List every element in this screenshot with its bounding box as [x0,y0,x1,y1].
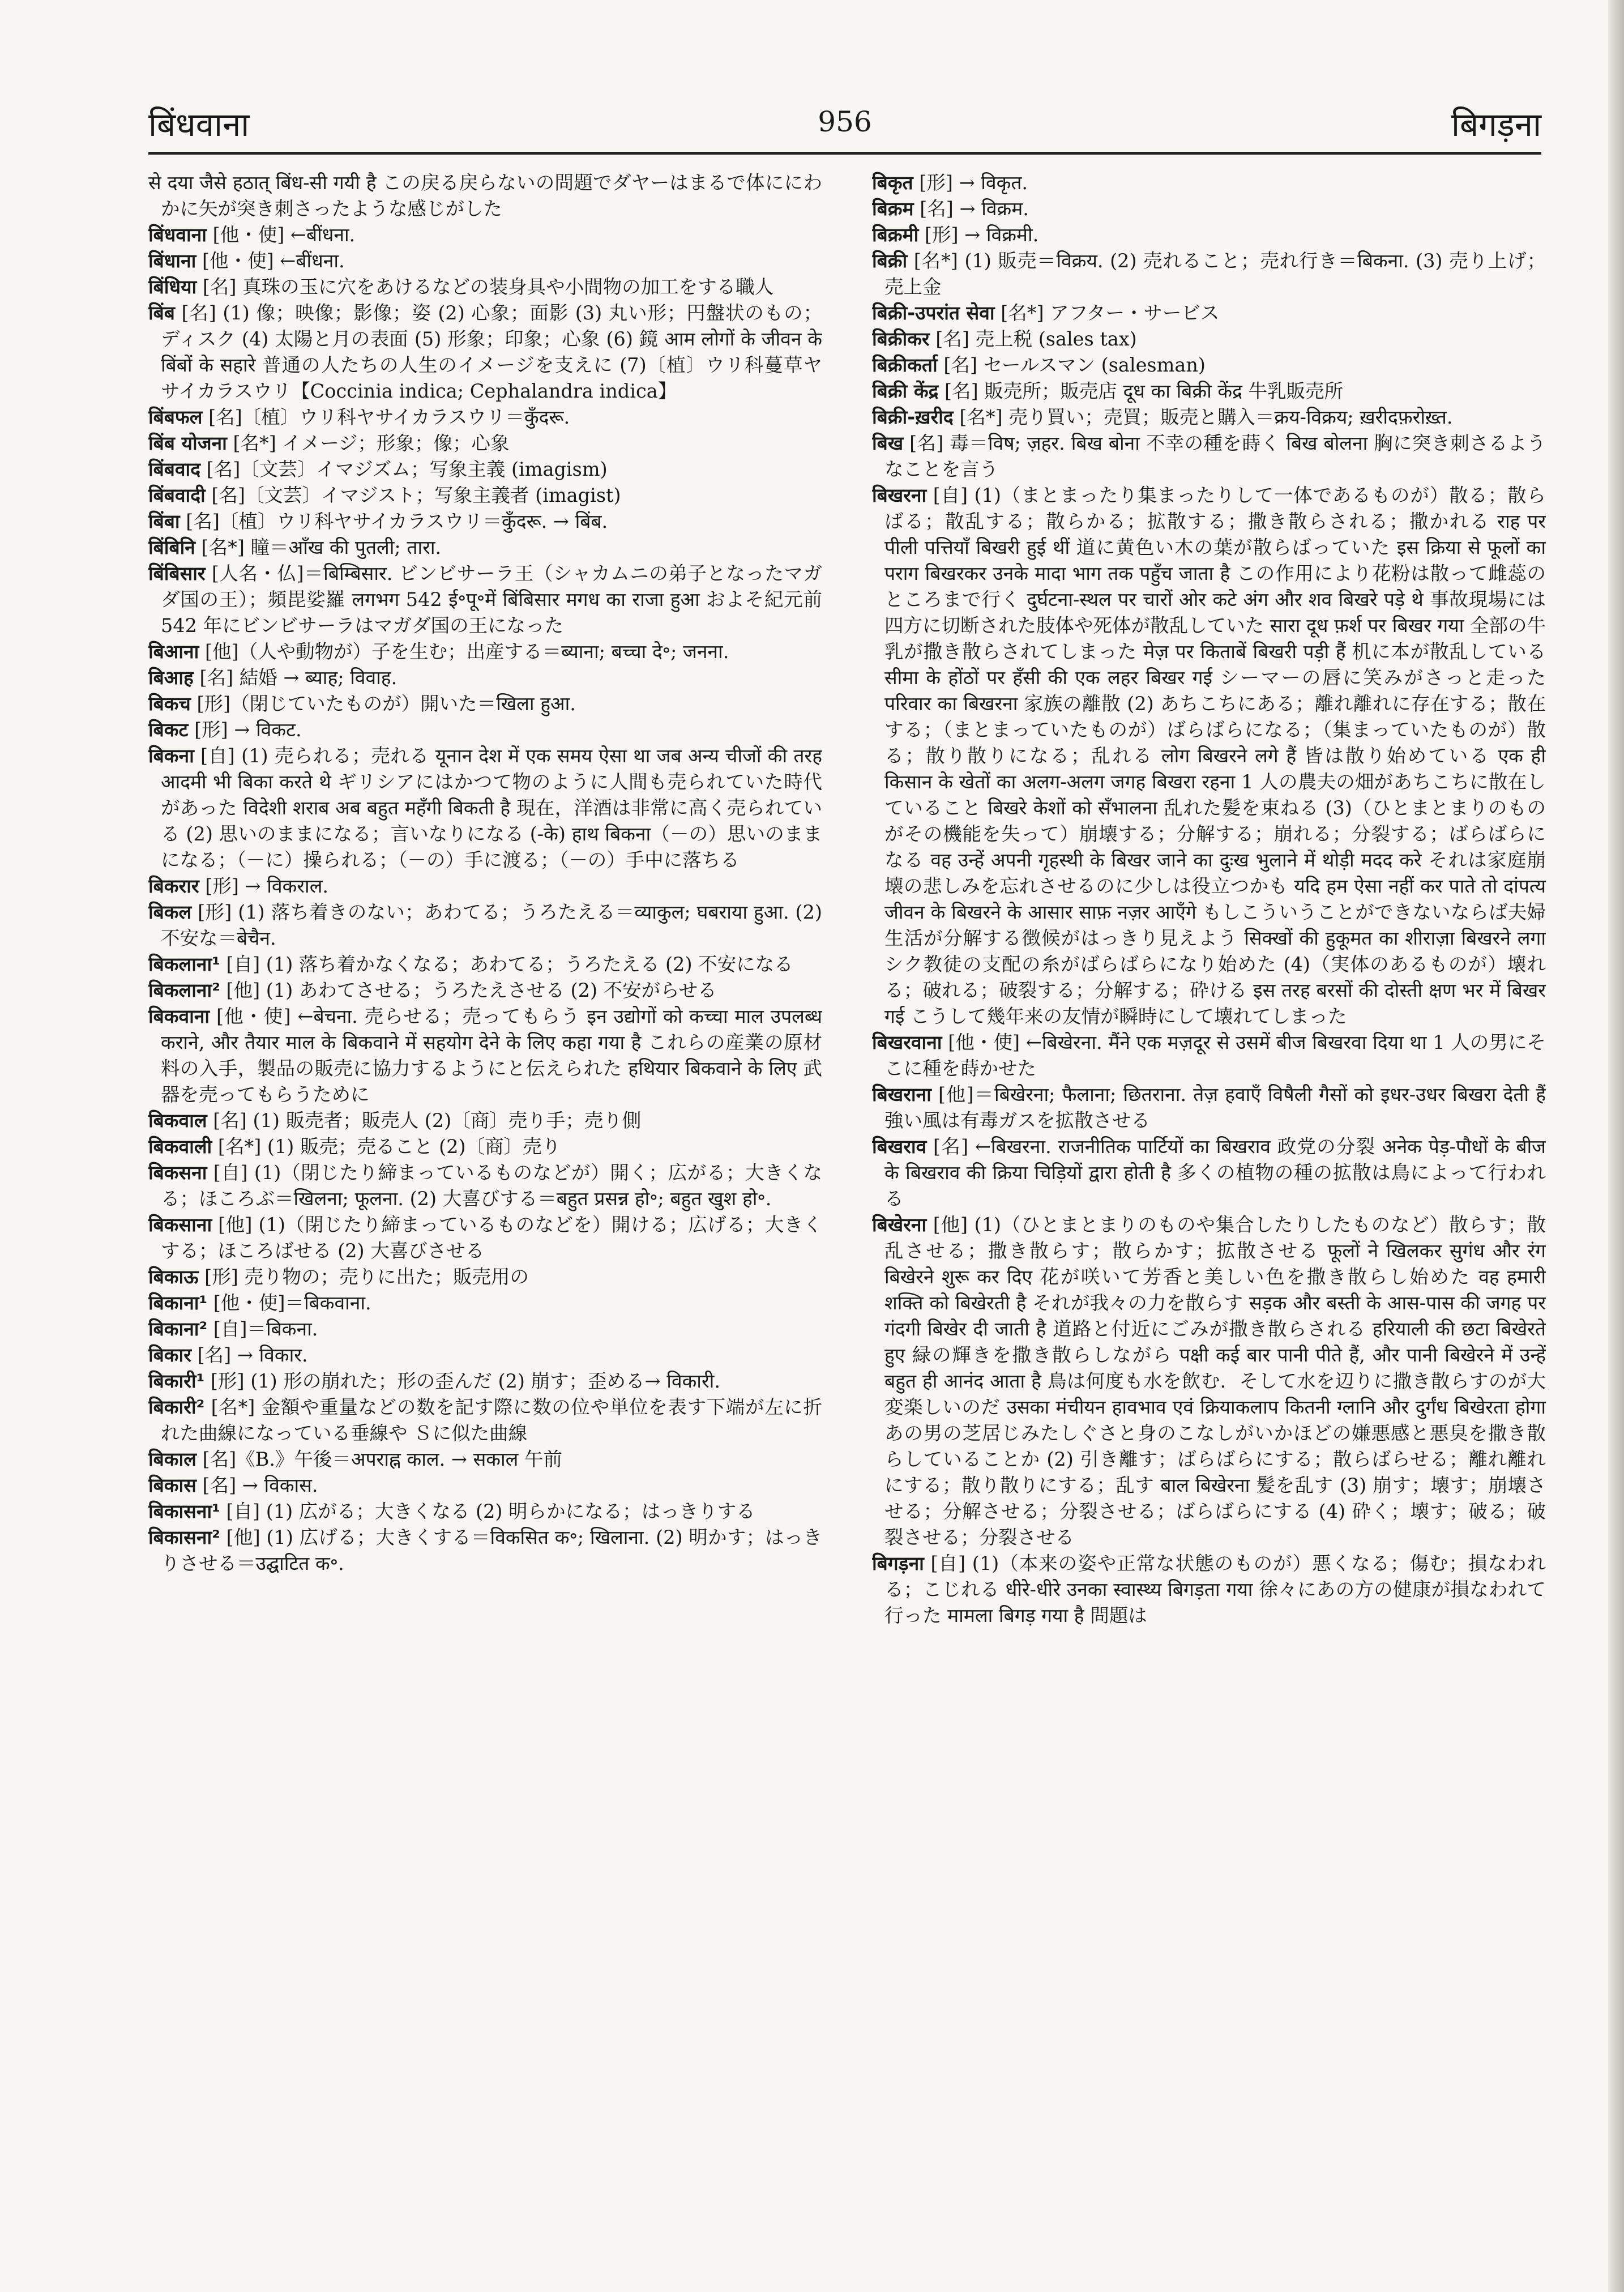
dictionary-entry: बिंधाना [他・使] ←बींधना. [148,250,345,272]
dictionary-entry: बिकारी² [名*] 金額や重量などの数を記す際に数の位や単位を表す下端が左に折れた曲線になっている垂線や Ｓに似た曲線 [148,1396,822,1444]
dictionary-entry: बिआह [名] 結婚 → ब्याह; विवाह. [148,667,398,689]
dictionary-entry: बिकाना² [自]＝बिकना. [148,1318,318,1340]
dictionary-entry: बिक्रीकर [名] 売上税 (sales tax) [872,328,1137,350]
guide-word-left: बिंधवाना [148,105,250,144]
header-rule [148,152,1541,155]
dictionary-entry: बिखराना [他]＝बिखेरना; फैलाना; छितराना. तेज़ हवाएँ विषैली गैसों को इधर-उधर बिखरा देती हैं 強い風は有毒ガスを拡散させる [872,1083,1546,1132]
dictionary-entry: बिक्री-ख़रीद [名*] 売り買い；売買；販売と購入＝क्रय-विक्रय; ख़रीदफ़रोख़्त. [872,406,1453,428]
guide-word-right: बिगड़ना [1451,105,1541,144]
dictionary-entry: बिक्रम [名] → विक्रम. [872,198,1029,220]
dictionary-entry: बिगड़ना [自] (1)（本来の姿や正常な状態のものが）悪くなる；傷む；損なわれる；こじれる धीरे-धीरे उनका स्वास्थ्य बिगड़ता गया 徐々にあの方の健康が損なわれて行った मामला बिगड़ गया है 問題は [872,1552,1546,1627]
dictionary-entry: बिंबवाद [名]〔文芸〕イマジズム；写象主義 (imagism) [148,458,608,480]
dictionary-entry: बिख [名] 毒＝विष; ज़हर. बिख बोना 不幸の種を蒔く बिख बोलना 胸に突き刺さるようなことを言う [872,432,1546,480]
dictionary-entry: बिकलाना² [他] (1) あわてさせる；うろたえさせる (2) 不安がらせる [148,979,717,1001]
dictionary-entry: बिआना [他]（人や動物が）子を生む；出産する＝ब्याना; बच्चा दे॰; जनना. [148,641,729,663]
left-column [148,170,822,2265]
page-binding-edge [1608,0,1624,2292]
dictionary-entry: बिकरार [形] → विकराल. [148,875,329,897]
dictionary-entry: बिखराव [名] ←बिखरना. राजनीतिक पार्टियों का बिखराव 政党の分裂 अनेक पेड़-पौधों के बीज के बिखराव की क्रिया चिड़ियों द्वारा होती है 多くの植物の種の拡散は鳥によって行われる [872,1136,1546,1210]
page-number: 956 [818,105,872,138]
dictionary-entry: बिखरवाना [他・使] ←बिखेरना. मैंने एक मज़दूर से उसमें बीज बिखरवा दिया था 1 人の男にそこに種を蒔かせた [872,1031,1546,1079]
dictionary-entry: बिकास [名] → विकास. [148,1474,318,1496]
dictionary-entry: बिक्रमी [形] → विक्रमी. [872,224,1039,246]
dictionary-entry: बिकसाना [他] (1)（閉じたり締まっているものなどを）開ける；広げる；大きくする；ほころばせる (2) 大喜びさせる [148,1214,822,1262]
dictionary-entry: बिकसना [自] (1)（閉じたり締まっているものなどが）開く；広がる；大きくなる；ほころぶ＝खिलना; फूलना. (2) 大喜びする＝बहुत प्रसन्न हो॰; बहुत खुश हो॰. [148,1162,822,1210]
dictionary-entry: बिक्री [名*] (1) 販売＝विक्रय. (2) 売れること；売れ行き＝बिकना. (3) 売り上げ；売上金 [872,250,1546,298]
dictionary-entry: बिंबिनि [名*] 瞳＝आँख की पुतली; तारा. [148,536,442,558]
dictionary-entry: बिकलाना¹ [自] (1) 落ち着かなくなる；あわてる；うろたえる (2) 不安になる [148,953,793,975]
dictionary-entry: बिंधिया [名] 真珠の玉に穴をあけるなどの装身具や小間物の加工をする職人 [148,276,774,298]
dictionary-entry: बिकाऊ [形] 売り物の；売りに出た；販売用の [148,1266,529,1288]
dictionary-entry: बिखेरना [他] (1)（ひとまとまりのものや集合したりしたものなど）散らす；散乱させる；撒き散らす；散らかす；拡散させる फूलों ने खिलकर सुगंध और रंग बिखेरने शुरू कर दिए 花が咲いて芳香と美しい色を撒き散らし始めた वह हमारी शक्ति को बिखेरती है それが我々の力を散らす सड़क और बस्ती के आस-पास की जगह पर गंदगी बिखेर दी जाती है 道路と付近にごみが撒き散らされる हरियाली की छटा बिखेरते हुए 緑の輝きを撒き散らしながら पक्षी कई बार पानी पीते हैं, और पानी बिखेरने में उन्हें बहुत ही आनंद आता है 鳥は何度も水を飲む．そして水を辺りに撒き散らすのが大変楽しいのだ उसका मंचीयन हावभाव एवं क्रियाकलाप कितनी ग्लानि और दुर्गंध बिखेरता होगा あの男の芝居じみたしぐさと身のこなしがいかほどの嫌悪感と悪臭を撒き散らしていることか (2) 引き離す；ばらばらにする；散らばらせる；離れ離れにする；散り散りにする；乱す बाल बिखेरना 髪を乱す (3) 崩す；壊す；崩壊させる；分解させる；分裂させる；ばらばらにする (4) 砕く；壊す；破る；破裂させる；分裂させる [872,1214,1546,1548]
dictionary-entry: से दया जैसे हठात् बिंध-सी गयी है この戻る戻らないの問題でダヤーはまるで体ににわかに矢が突き刺さったような感じがした [148,172,822,220]
dictionary-entry: बिक्रीकर्ता [名] セールスマン (salesman) [872,354,1206,376]
dictionary-entry: बिकृत [形] → विकृत. [872,172,1028,194]
dictionary-entry: बिकार [名] → विकार. [148,1344,308,1366]
dictionary-entry: बिंब [名] (1) 像；映像；影像；姿 (2) 心象；面影 (3) 丸い形；円盤状のもの；ディスク (4) 太陽と月の表面 (5) 形象；印象；心象 (6) 鏡 आम लोगों के जीवन के बिंबों के सहारे 普通の人たちの人生のイメージを支えに (7)〔植〕ウリ科蔓草ヤサイカラスウリ【Coccinia indica; Cephalandra indica】 [148,302,822,402]
dictionary-entry: बिकाना¹ [他・使]＝बिकवाना. [148,1292,371,1314]
dictionary-entry: बिकना [自] (1) 売られる；売れる यूनान देश में एक समय ऐसा था जब अन्य चीजों की तरह आदमी भी बिका करते थे ギリシアにはかつて物のように人間も売られていた時代があった विदेशी शराब अब बहुत महँगी बिकती है 現在，洋酒は非常に高く売られている (2) 思いのままになる；言いなりになる (-के) हाथ बिकना（－の）思いのままになる；（－に）操られる；（－の）手に渡る；（－の）手中に落ちる [148,745,822,871]
dictionary-entry: बिंबिसार [人名・仏]＝बिम्बिसार. ビンビサーラ王（シャカムニの弟子となったマガダ国の王）；頻毘娑羅 लगभग 542 ई॰पू॰में बिंबिसार मगध का राजा हुआ およそ紀元前 542 年にビンビサーラはマガダ国の王になった [148,562,822,637]
dictionary-entry: बिक्री-उपरांत सेवा [名*] アフター・サービス [872,302,1220,324]
dictionary-entry: बिकासना¹ [自] (1) 広がる；大きくなる (2) 明らかになる；はっきりする [148,1500,755,1522]
dictionary-entry: बिकट [形] → विकट. [148,719,302,741]
dictionary-entry: बिकाल [名]《B.》午後＝अपराह्न काल. → सकाल 午前 [148,1448,563,1470]
dictionary-entry: बिखरना [自] (1)（まとまったり集まったりして一体であるものが）散る；散らばる；散乱する；散らかる；拡散する；撒き散らされる；撒かれる राह पर पीली पत्तियाँ बिखरी हुई थीं 道に黄色い木の葉が散らばっていた इस क्रिया से फूलों का पराग बिखरकर उनके मादा भाग तक पहुँच जाता है この作用により花粉は散って雌蕊のところまで行く दुर्घटना-स्थल पर चारों ओर कटे अंग और शव बिखरे पड़े थे 事故現場には四方に切断された肢体や死体が散乱していた सारा दूध फ़र्श पर बिखर गया 全部の牛乳が撒き散らされてしまった मेज़ पर किताबें बिखरी पड़ी हैं 机に本が散乱している सीमा के होंठों पर हँसी की एक लहर बिखर गई シーマーの唇に笑みがさっと走った परिवार का बिखरना 家族の離散 (2) あちこちにある；離れ離れに存在する；散在する；（まとまっていたものが）ばらばらになる；（集まっていたものが）散る；散り散りになる；乱れる लोग बिखरने लगे हैं 皆は散り始めている एक ही किसान के खेतों का अलग-अलग जगह बिखरा रहना 1 人の農夫の畑があちこちに散在していること बिखरे केशों को सँभालना 乱れた髪を束ねる (3)（ひとまとまりのものがその機能を失って）崩壊する；分解する；崩れる；分裂する；ばらばらになる वह उन्हें अपनी गृहस्थी के बिखर जाने का दुःख भुलाने में थोड़ी मदद करे それは家庭崩壊の悲しみを忘れさせるのに少しは役立つかも यदि हम ऐसा नहीं कर पाते तो दांपत्य जीवन के बिखरने के आसार साफ़ नज़र आएँगे もしこういうことができないならば夫婦生活が分解する徴候がはっきり見えよう सिक्खों की हुकूमत का शीराज़ा बिखरने लगा シク教徒の支配の糸がばらばらになり始めた (4)（実体のあるものが）壊れる；破れる；破裂する；分解する；砕ける इस तरह बरसों की दोस्ती क्षण भर में बिखर गई こうして幾年来の友情が瞬時にして壊れてしまった [872,484,1546,1027]
page-header [148,95,1541,152]
dictionary-entry: बिकवाना [他・使] ←बेचना. 売らせる；売ってもらう इन उद्योगों को कच्चा माल उपलब्ध कराने, और तैयार माल के बिकवाने में सहयोग देने के लिए कहा गया है これらの産業の原材料の入手，製品の販売に協力するようにと伝えられた हथियार बिकवाने के लिए 武器を売ってもらうために [148,1005,822,1106]
dictionary-entry: बिकच [形]（閉じていたものが）開いた＝खिला हुआ. [148,693,576,715]
dictionary-entry: बिंब योजना [名*] イメージ；形象；像；心象 [148,432,510,454]
dictionary-entry: बिकवाली [名*] (1) 販売；売ること (2)〔商〕売り [148,1136,561,1158]
dictionary-entry: बिंबवादी [名]〔文芸〕イマジスト；写象主義者 (imagist) [148,484,621,506]
dictionary-entry: बिकल [形] (1) 落ち着きのない；あわてる；うろたえる＝व्याकुल; घबराया हुआ. (2) 不安な＝बेचैन. [148,901,822,949]
dictionary-entry: बिंबफल [名]〔植〕ウリ科ヤサイカラスウリ＝कुँदरू. [148,406,570,428]
dictionary-entry: बिकवाल [名] (1) 販売者；販売人 (2)〔商〕売り手；売り側 [148,1109,642,1132]
dictionary-entry: बिकारी¹ [形] (1) 形の崩れた；形の歪んだ (2) 崩す；歪める→ विकारी. [148,1370,721,1392]
right-column [872,170,1546,2265]
dictionary-entry: बिक्री केंद्र [名] 販売所；販売店 दूध का बिक्री केंद्र 牛乳販売所 [872,380,1344,402]
dictionary-entry: बिकासना² [他] (1) 広げる；大きくする＝विकसित क॰; खिलाना. (2) 明かす；はっきりさせる＝उद्घाटित क॰. [148,1526,822,1574]
dictionary-entry: बिंबा [名]〔植〕ウリ科ヤサイカラスウリ＝कुँदरू. → बिंब. [148,510,608,532]
dictionary-entry: बिंधवाना [他・使] ←बींधना. [148,224,356,246]
